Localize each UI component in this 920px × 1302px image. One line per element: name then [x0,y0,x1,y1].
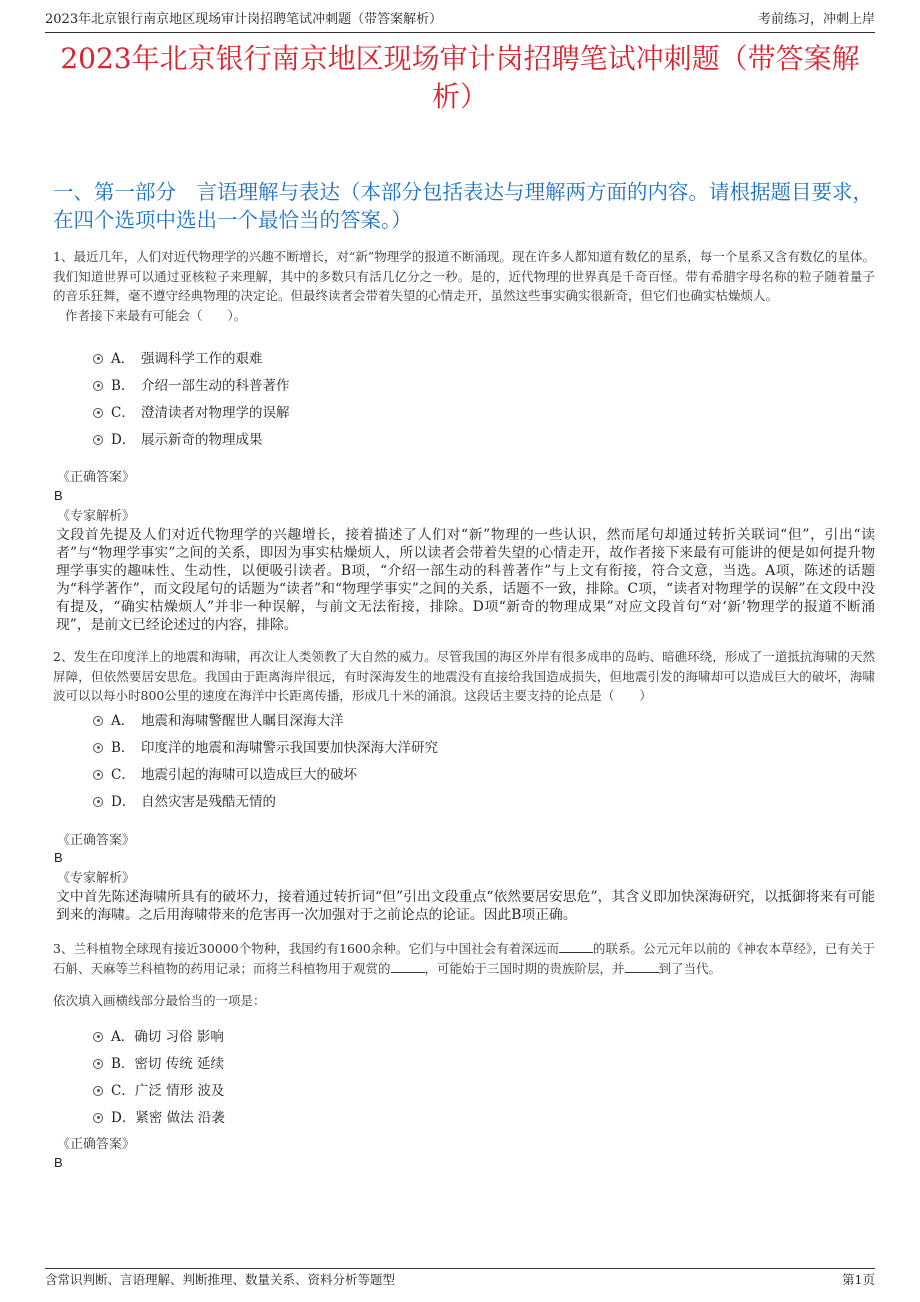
radio-icon[interactable] [93,716,103,726]
page-number: 第1页 [842,1272,875,1287]
radio-icon[interactable] [93,408,103,418]
question-2 [53,647,875,706]
question-1-options [93,343,290,451]
question-2-options [93,705,438,813]
page-footer [45,1268,875,1291]
question-1 [53,247,875,325]
option-1b[interactable]: B． 介绍一部生动的科普著作 [93,370,290,397]
question-3-prompt: 依次填入画横线部分最恰当的一项是： [53,993,266,1008]
option-3d[interactable]: D． 紧密 做法 沿袭 [93,1102,225,1129]
radio-icon[interactable] [93,381,103,391]
document-title: 2023年北京银行南京地区现场审计岗招聘笔试冲刺题（带答案解析） [60,42,860,113]
radio-icon[interactable] [93,743,103,753]
radio-icon[interactable] [93,1059,103,1069]
radio-icon[interactable] [93,770,103,780]
question-3-prompt-block [53,991,875,1011]
option-1c[interactable]: C． 澄清读者对物理学的误解 [93,397,290,424]
analysis-label-2: 《专家解析》 [57,871,136,886]
analysis-2: 文中首先陈述海啸所具有的破坏力，接着通过转折词“但”引出文段重点“依然要居安思危”，其含义即加快深海研究，以抵御将来有可能到来的海啸。之后用海啸带来的危害再一次加强对于之前论点的论证。因此B项正确。 [56,889,875,923]
header-slogan: 考前练习，冲刺上岸 [757,12,875,27]
header-doc-title: 2023年北京银行南京地区现场审计岗招聘笔试冲刺题（带答案解析） [45,12,443,27]
option-2d[interactable]: D． 自然灾害是残酷无情的 [93,786,438,813]
option-1d[interactable]: D． 展示新奇的物理成果 [93,424,290,451]
question-1-stem: 1、最近几年，人们对近代物理学的兴趣不断增长，对“新”物理学的报道不断涌现。现在许多人都知道有数亿的星系，每一个星系又含有数亿的星体。我们知道世界可以通过亚核粒子来理解，其中的多数只有活几亿分之一秒。是的，近代物理的世界真是千奇百怪。带有希腊字母名称的粒子随着量子的音乐狂舞，毫不遵守经典物理的决定论。但最终读者会带着失望的心情走开，虽然这些事实确实很新奇，但它们也确实枯燥烦人。 [53,249,875,303]
analysis-label-1: 《专家解析》 [57,509,136,524]
option-1a[interactable]: A． 强调科学工作的艰难 [93,343,290,370]
question-3-options [93,1021,225,1129]
answer-label-3: 《正确答案》 [57,1137,136,1152]
answer-label-1: 《正确答案》 [57,470,136,485]
analysis-1: 文段首先提及人们对近代物理学的兴趣增长，接着描述了人们对“新”物理的一些认识，然而尾句却通过转折关联词“但”，引出“读者”与“物理学事实”之间的关系，即因为事实枯燥烦人，所以读者会带着失望的心情走开，故作者接下来最有可能讲的便是如何提升物理学事实的趣味性、生动性，以便吸引读者。B项，“介绍一部生动的科普著作”与上文有衔接，符合文意，当选。A项，陈述的话题为“科学著作”，而文段尾句的话题为“读者”和“物理学事实”之间的关系，话题不一致，排除。C项，“读者对物理学的误解”在文段中没有提及，“确实枯燥烦人”并非一种误解，与前文无法衔接，排除。D项“新奇的物理成果”对应文段首句“对‘新’物理学的报道不断涌现”，是前文已经论述过的内容，排除。 [56,527,875,633]
question-2-stem: 2、发生在印度洋上的地震和海啸，再次让人类领教了大自然的威力。尽管我国的海区外岸有很多成串的岛屿、暗礁环绕，形成了一道抵抗海啸的天然屏障，但依然要居安思危。我国由于距离海岸很远，有时深海发生的地震没有直接给我国造成损失，但地震引发的海啸却可以造成巨大的破坏，海啸波可以以每小时800公里的速度在海洋中长距离传播，形成几十米的涌浪。这段话主要支持的论点是（ ） [53,649,875,703]
radio-icon[interactable] [93,1086,103,1096]
answer-label-2: 《正确答案》 [57,833,136,848]
option-3b[interactable]: B． 密切 传统 延续 [93,1048,225,1075]
option-2a[interactable]: A． 地震和海啸警醒世人瞩目深海大洋 [93,705,438,732]
question-1-prompt: 作者接下来最有可能会（ ）。 [65,307,247,323]
radio-icon[interactable] [93,797,103,807]
footer-note: 含常识判断、言语理解、判断推理、数量关系、资料分析等题型 [45,1272,396,1287]
question-3-stem: 3、兰科植物全球现有接近30000个物种，我国约有1600余种。它们与中国社会有着深远而 的联系。公元元年以前的《神农本草经》，已有关于石斛、天麻等兰科植物的药用记录；而将兰科植物用于观赏的 ，可能始于三国时期的贵族阶层，并 到了当代。 [53,941,875,976]
option-2c[interactable]: C． 地震引起的海啸可以造成巨大的破坏 [93,759,438,786]
fill-blank [625,960,659,973]
answer-2: B [54,850,63,865]
question-3 [53,939,875,978]
option-3a[interactable]: A． 确切 习俗 影响 [93,1021,225,1048]
fill-blank [559,940,593,953]
option-3c[interactable]: C． 广泛 情形 波及 [93,1075,225,1102]
radio-icon[interactable] [93,435,103,445]
radio-icon[interactable] [93,354,103,364]
answer-3: B [54,1155,63,1170]
option-2b[interactable]: B． 印度洋的地震和海啸警示我国要加快深海大洋研究 [93,732,438,759]
fill-blank [391,960,425,973]
answer-1: B [54,488,63,503]
radio-icon[interactable] [93,1113,103,1123]
section-heading: 一、第一部分 言语理解与表达（本部分包括表达与理解两方面的内容。请根据题目要求，在四个选项中选出一个最恰当的答案。） [53,180,873,232]
page-header [45,10,875,33]
radio-icon[interactable] [93,1032,103,1042]
